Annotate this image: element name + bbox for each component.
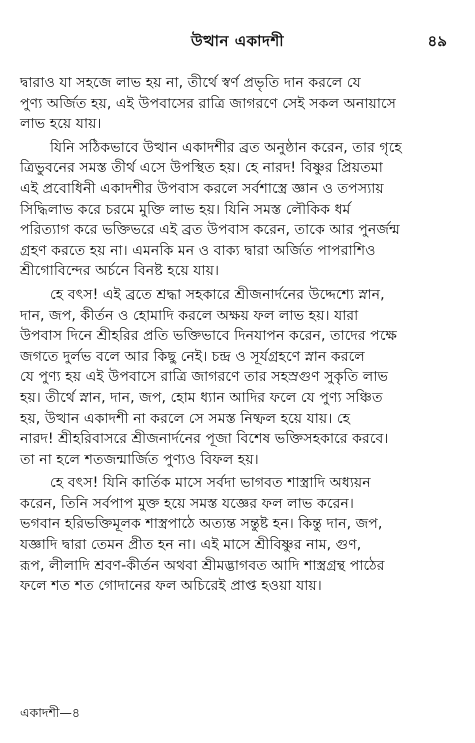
- paragraph-3-line-3: উপবাস দিনে শ্রীহরির প্রতি ভক্তিভাবে দিনযাপন করেন, তাদের পক্ষে: [20, 328, 398, 345]
- paragraph-2-line-7: শ্রীগোবিন্দের অর্চনে বিনষ্ট হয়ে যায়।: [20, 263, 220, 280]
- paragraph-3-line-4: জগতে দুর্লভ বলে আর কিছু নেই। চন্দ্র ও সূর্যগ্রহণে স্নান করলে: [20, 348, 365, 365]
- paragraph-2-line-6: গ্রহণ করতে হয় না। এমনকি মন ও বাক্য দ্বারা অর্জিত পাপরাশিও: [20, 242, 376, 259]
- paragraph-2-line-2: ত্রিভুবনের সমস্ত তীর্থ এসে উপস্থিত হয়। হে নারদ! বিষ্ণুর প্রিয়তমা: [20, 160, 383, 177]
- paragraph-3-line-8: নারদ! শ্রীহরিবাসরে শ্রীজনার্দনের পূজা বিশেষ ভক্তিসহকারে করবে।: [20, 431, 389, 448]
- paragraph-4-line-4: যজ্ঞাদি দ্বারা তেমন প্রীত হন না। এই মাসে শ্রীবিষ্ণুর নাম, গুণ,: [20, 537, 362, 554]
- paragraph-3-line-1: হে বৎস! এই ব্রতে শ্রদ্ধা সহকারে শ্রীজনার্দনের উদ্দেশ্যে স্নান,: [50, 286, 385, 303]
- paragraph-3-line-6: হয়। তীর্থে স্নান, দান, জপ, হোম ধ্যান আদির ফলে যে পুণ্য সঞ্চিত: [20, 389, 383, 406]
- paragraph-4-line-2: করেন, তিনি সর্বপাপ মুক্ত হয়ে সমস্ত যজ্ঞের ফল লাভ করেন।: [20, 495, 354, 512]
- paragraph-2-line-1: যিনি সঠিকভাবে উত্থান একাদশীর ব্রত অনুষ্ঠান করেন, তার গৃহে: [50, 139, 402, 156]
- paragraph-3-line-9: তা না হলে শতজন্মার্জিত পুণ্যও বিফল হয়।: [20, 451, 259, 468]
- paragraph-3-line-7: হয়, উত্থান একাদশী না করলে সে সমস্ত নিষ্ফল হয়ে যায়। হে: [20, 410, 351, 427]
- paragraph-3-line-5: যে পুণ্য হয় এই উপবাসে রাত্রি জাগরণে তার সহস্রগুণ সুকৃতি লাভ: [20, 369, 389, 386]
- paragraph-2-line-3: এই প্রবোধিনী একাদশীর উপবাস করলে সর্বশাস্ত্রে জ্ঞান ও তপস্যায়: [20, 180, 384, 197]
- paragraph-4-line-6: ফলে শত শত গোদানের ফল অচিরেই প্রাপ্ত হওয়া যায়।: [20, 578, 322, 595]
- paragraph-4-line-3: ভগবান হরিভক্তিমূলক শাস্ত্রপাঠে অত্যন্ত সন্তুষ্ট হন। কিন্তু দান, জপ,: [20, 516, 383, 533]
- paragraph-4-line-5: রূপ, লীলাদি শ্রবণ-কীর্তন অথবা শ্রীমদ্ভাগবত আদি শাস্ত্রগ্রন্থ পাঠের: [20, 557, 385, 574]
- footer-signature: একাদশী—৪: [20, 705, 81, 720]
- running-title: উত্থান একাদশী: [191, 32, 284, 50]
- paragraph-2-line-4: সিদ্ধিলাভ করে চরমে মুক্তি লাভ হয়। যিনি সমস্ত লৌকিক ধর্ম: [20, 201, 351, 218]
- paragraph-1-line-1: দ্বারাও যা সহজে লাভ হয় না, তীর্থে স্বর্ণ প্রভৃতি দান করলে যে: [20, 75, 361, 91]
- page-number: ৪৯: [427, 32, 447, 50]
- paragraph-1-line-3: লাভ হয়ে যায়।: [20, 116, 102, 133]
- paragraph-1-line-2: পুণ্য অর্জিত হয়, এই উপবাসের রাত্রি জাগরণে সেই সকল অনায়াসে: [20, 95, 397, 112]
- paragraph-4-line-1: হে বৎস! যিনি কার্তিক মাসে সর্বদা ভাগবত শাস্ত্রাদি অধ্যয়ন: [50, 475, 371, 492]
- paragraph-3-line-2: দান, জপ, কীর্তন ও হোমাদি করলে অক্ষয় ফল লাভ হয়। যারা: [20, 307, 359, 324]
- body-text: [20, 73, 454, 597]
- paragraph-2-line-5: পরিত্যাগ করে ভক্তিভরে এই ব্রত উপবাস করেন, তাকে আর পুনর্জন্ম: [20, 222, 400, 239]
